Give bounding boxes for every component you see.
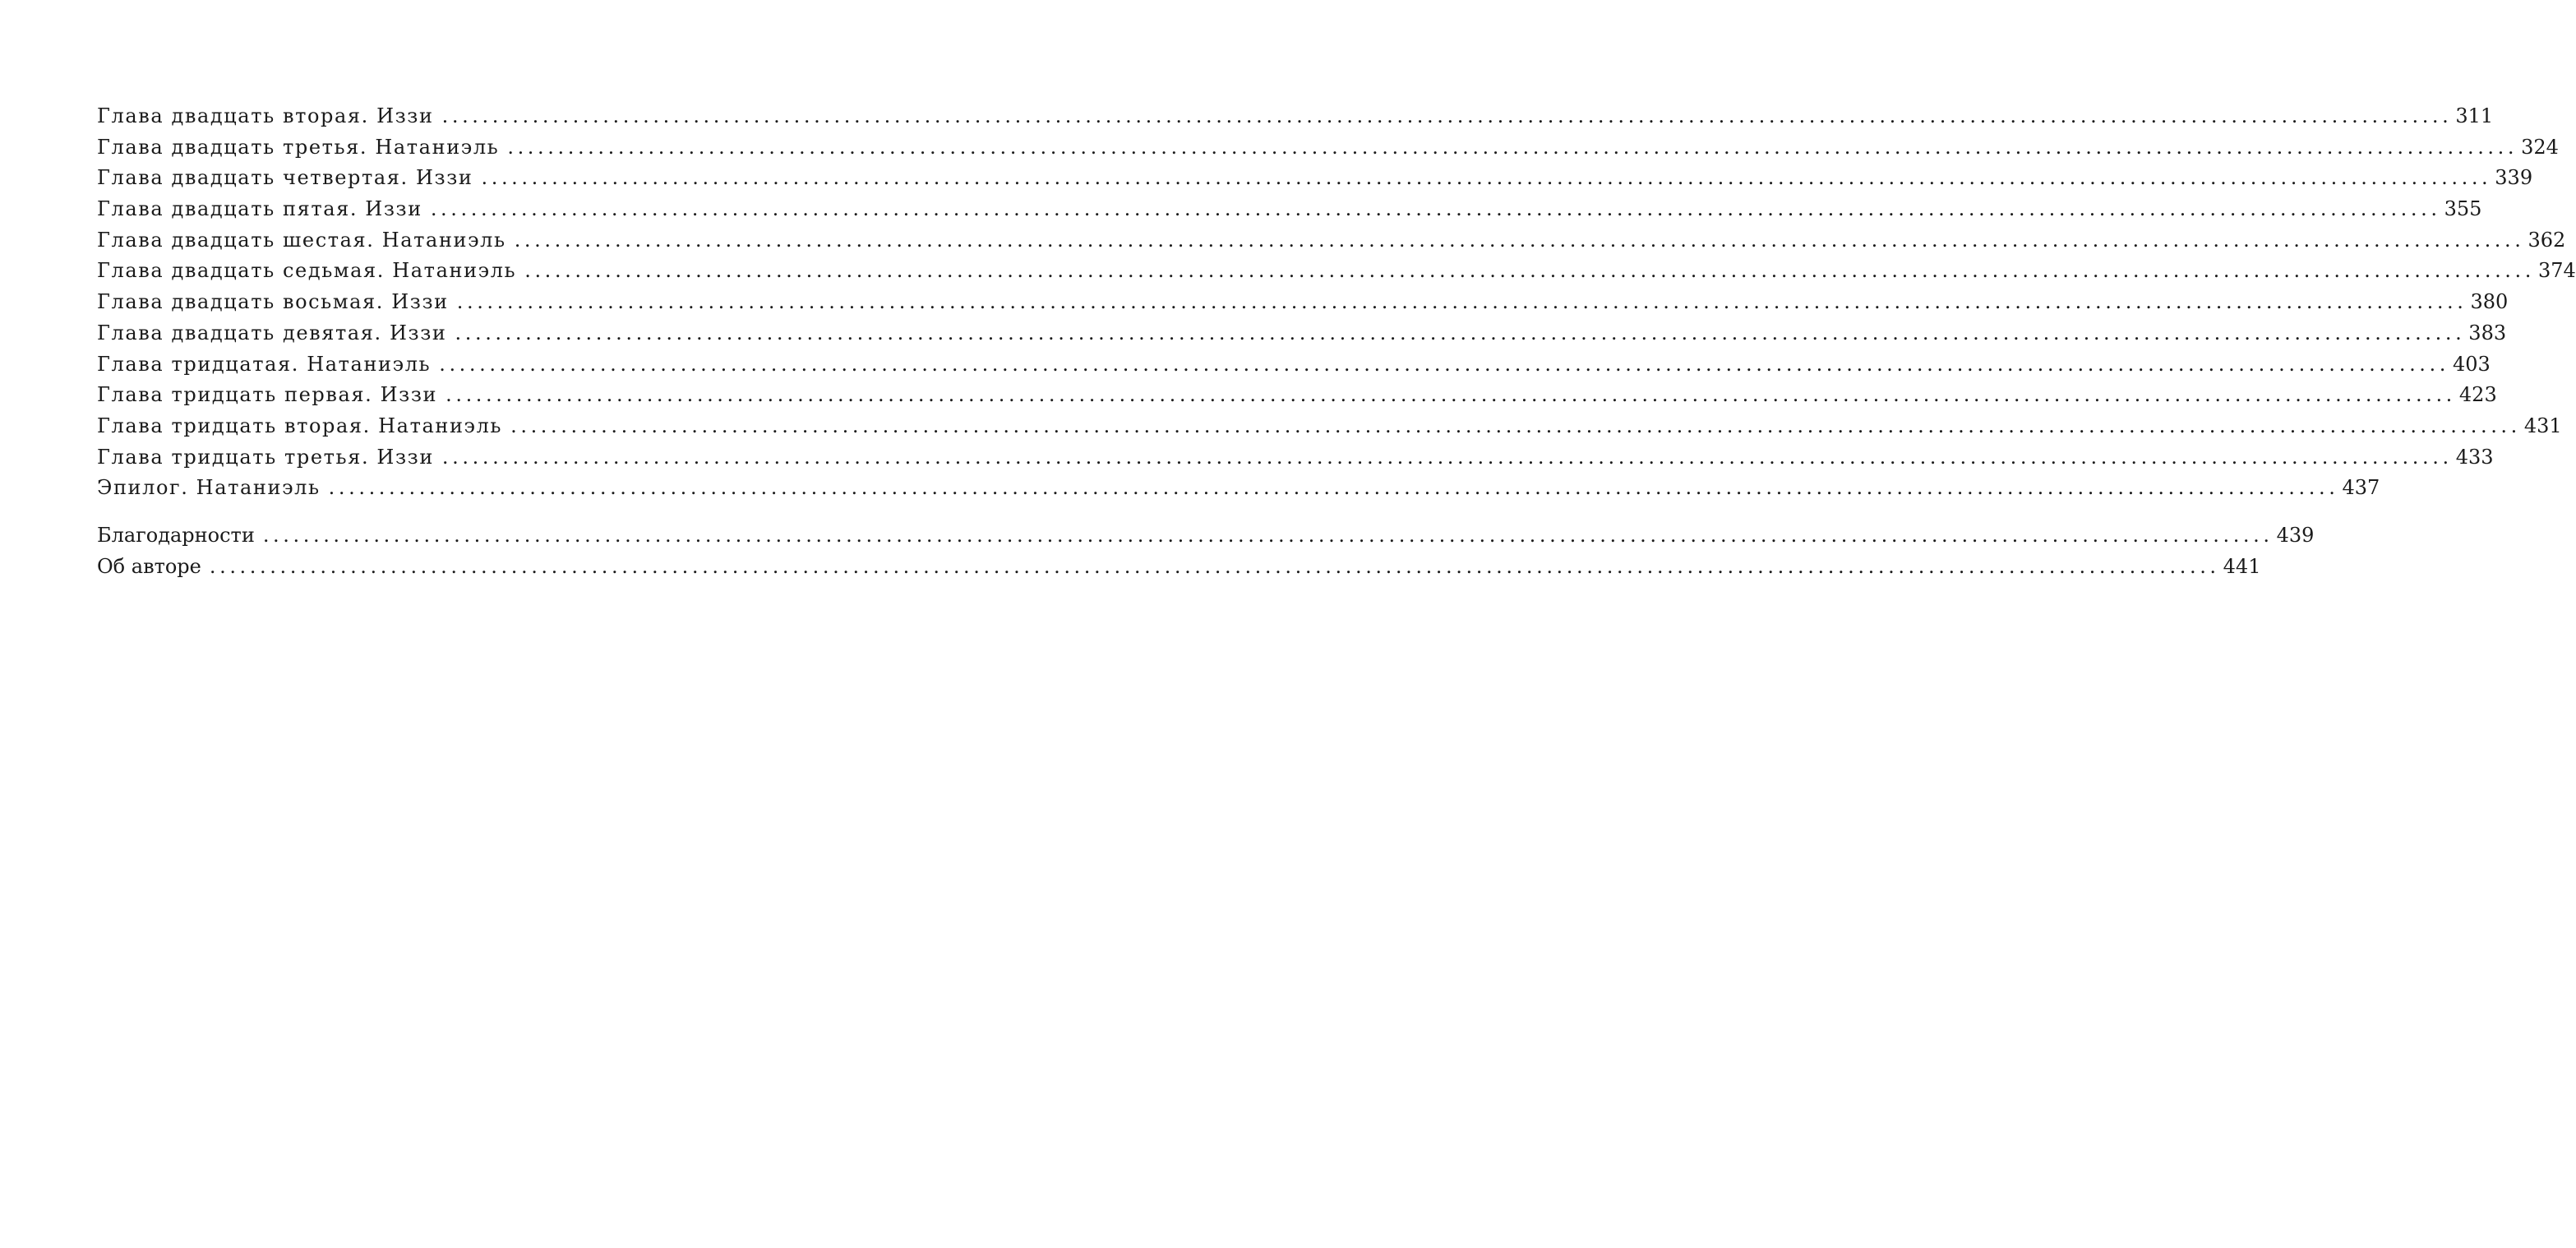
- toc-entry-title: Эпилог. Натаниэль: [97, 476, 321, 500]
- dot-leader: ........................................................................................................................................................................................................: [441, 104, 2453, 127]
- toc-entry-title: Глава тридцать вторая. Натаниэль: [97, 414, 503, 437]
- toc-entry: [97, 287, 2509, 318]
- dot-leader: ........................................................................................................................................................................................................: [455, 321, 2466, 344]
- toc-entry-page: 339: [2495, 166, 2533, 190]
- toc-entry-page: 374: [2538, 259, 2576, 283]
- dot-leader: ........................................................................................................................................................................................................: [507, 135, 2518, 159]
- toc-entry: [97, 473, 2380, 504]
- toc-entry: [97, 442, 2494, 474]
- toc-entry: [97, 101, 2494, 132]
- toc-entry-title: Глава тридцатая. Натаниэль: [97, 352, 432, 376]
- toc-entry-title: Глава двадцать шестая. Натаниэль: [97, 228, 506, 252]
- dot-leader: ........................................................................................................................................................................................................: [445, 383, 2456, 407]
- toc-entry-page: 403: [2453, 352, 2491, 376]
- toc-entry-title: Глава тридцать третья. Иззи: [97, 445, 434, 469]
- back-matter-list: [97, 520, 2315, 582]
- toc-entry-page: 355: [2444, 197, 2482, 221]
- toc-entry-page: 324: [2521, 135, 2559, 159]
- toc-entry: [97, 256, 2576, 287]
- toc-entry: [97, 225, 2566, 257]
- toc-entry: [97, 194, 2482, 225]
- toc-entry-title: Глава двадцать третья. Натаниэль: [97, 135, 500, 159]
- dot-leader: ........................................................................................................................................................................................................: [439, 352, 2449, 376]
- toc-entry-page: 431: [2523, 414, 2562, 437]
- dot-leader: ........................................................................................................................................................................................................: [481, 166, 2492, 190]
- chapter-list: [97, 101, 2576, 504]
- dot-leader: ........................................................................................................................................................................................................: [209, 554, 2220, 578]
- toc-entry-page: 441: [2223, 554, 2261, 578]
- toc-entry-title: Глава двадцать седьмая. Натаниэль: [97, 259, 517, 283]
- toc-entry: [97, 552, 2261, 583]
- toc-entry-title: Благодарности: [97, 523, 255, 547]
- dot-leader: ........................................................................................................................................................................................................: [441, 445, 2453, 469]
- dot-leader: ........................................................................................................................................................................................................: [328, 476, 2339, 500]
- toc-entry-page: 311: [2455, 104, 2494, 127]
- toc-entry-title: Глава двадцать восьмая. Иззи: [97, 290, 449, 314]
- toc-entry-title: Глава двадцать четвертая. Иззи: [97, 166, 473, 190]
- toc-entry-page: 383: [2468, 321, 2507, 344]
- section-gap: [97, 504, 686, 520]
- toc-entry-page: 437: [2342, 476, 2380, 500]
- toc-entry-page: 423: [2458, 383, 2497, 407]
- toc-entry: [97, 411, 2562, 442]
- toc-entry: [97, 520, 2315, 552]
- dot-leader: ........................................................................................................................................................................................................: [430, 197, 2441, 221]
- toc-entry-title: Глава двадцать девятая. Иззи: [97, 321, 447, 344]
- toc-entry: [97, 349, 2491, 381]
- dot-leader: ........................................................................................................................................................................................................: [456, 290, 2468, 314]
- toc-entry: [97, 380, 2497, 411]
- toc-entry: [97, 163, 2533, 194]
- dot-leader: ........................................................................................................................................................................................................: [510, 414, 2521, 437]
- dot-leader: ........................................................................................................................................................................................................: [514, 228, 2525, 252]
- toc-entry-page: 380: [2470, 290, 2509, 314]
- toc-entry-title: Глава двадцать вторая. Иззи: [97, 104, 434, 127]
- toc-entry-page: 362: [2528, 228, 2566, 252]
- dot-leader: ........................................................................................................................................................................................................: [262, 523, 2274, 547]
- toc-entry-page: 433: [2455, 445, 2494, 469]
- toc-entry: [97, 318, 2507, 349]
- toc-entry-page: 439: [2276, 523, 2315, 547]
- toc-entry: [97, 132, 2559, 164]
- toc-entry-title: Об авторе: [97, 554, 201, 578]
- toc-entry-title: Глава тридцать первая. Иззи: [97, 383, 438, 407]
- toc-entry-title: Глава двадцать пятая. Иззи: [97, 197, 422, 221]
- table-of-contents: [97, 101, 2576, 582]
- dot-leader: ........................................................................................................................................................................................................: [524, 259, 2535, 283]
